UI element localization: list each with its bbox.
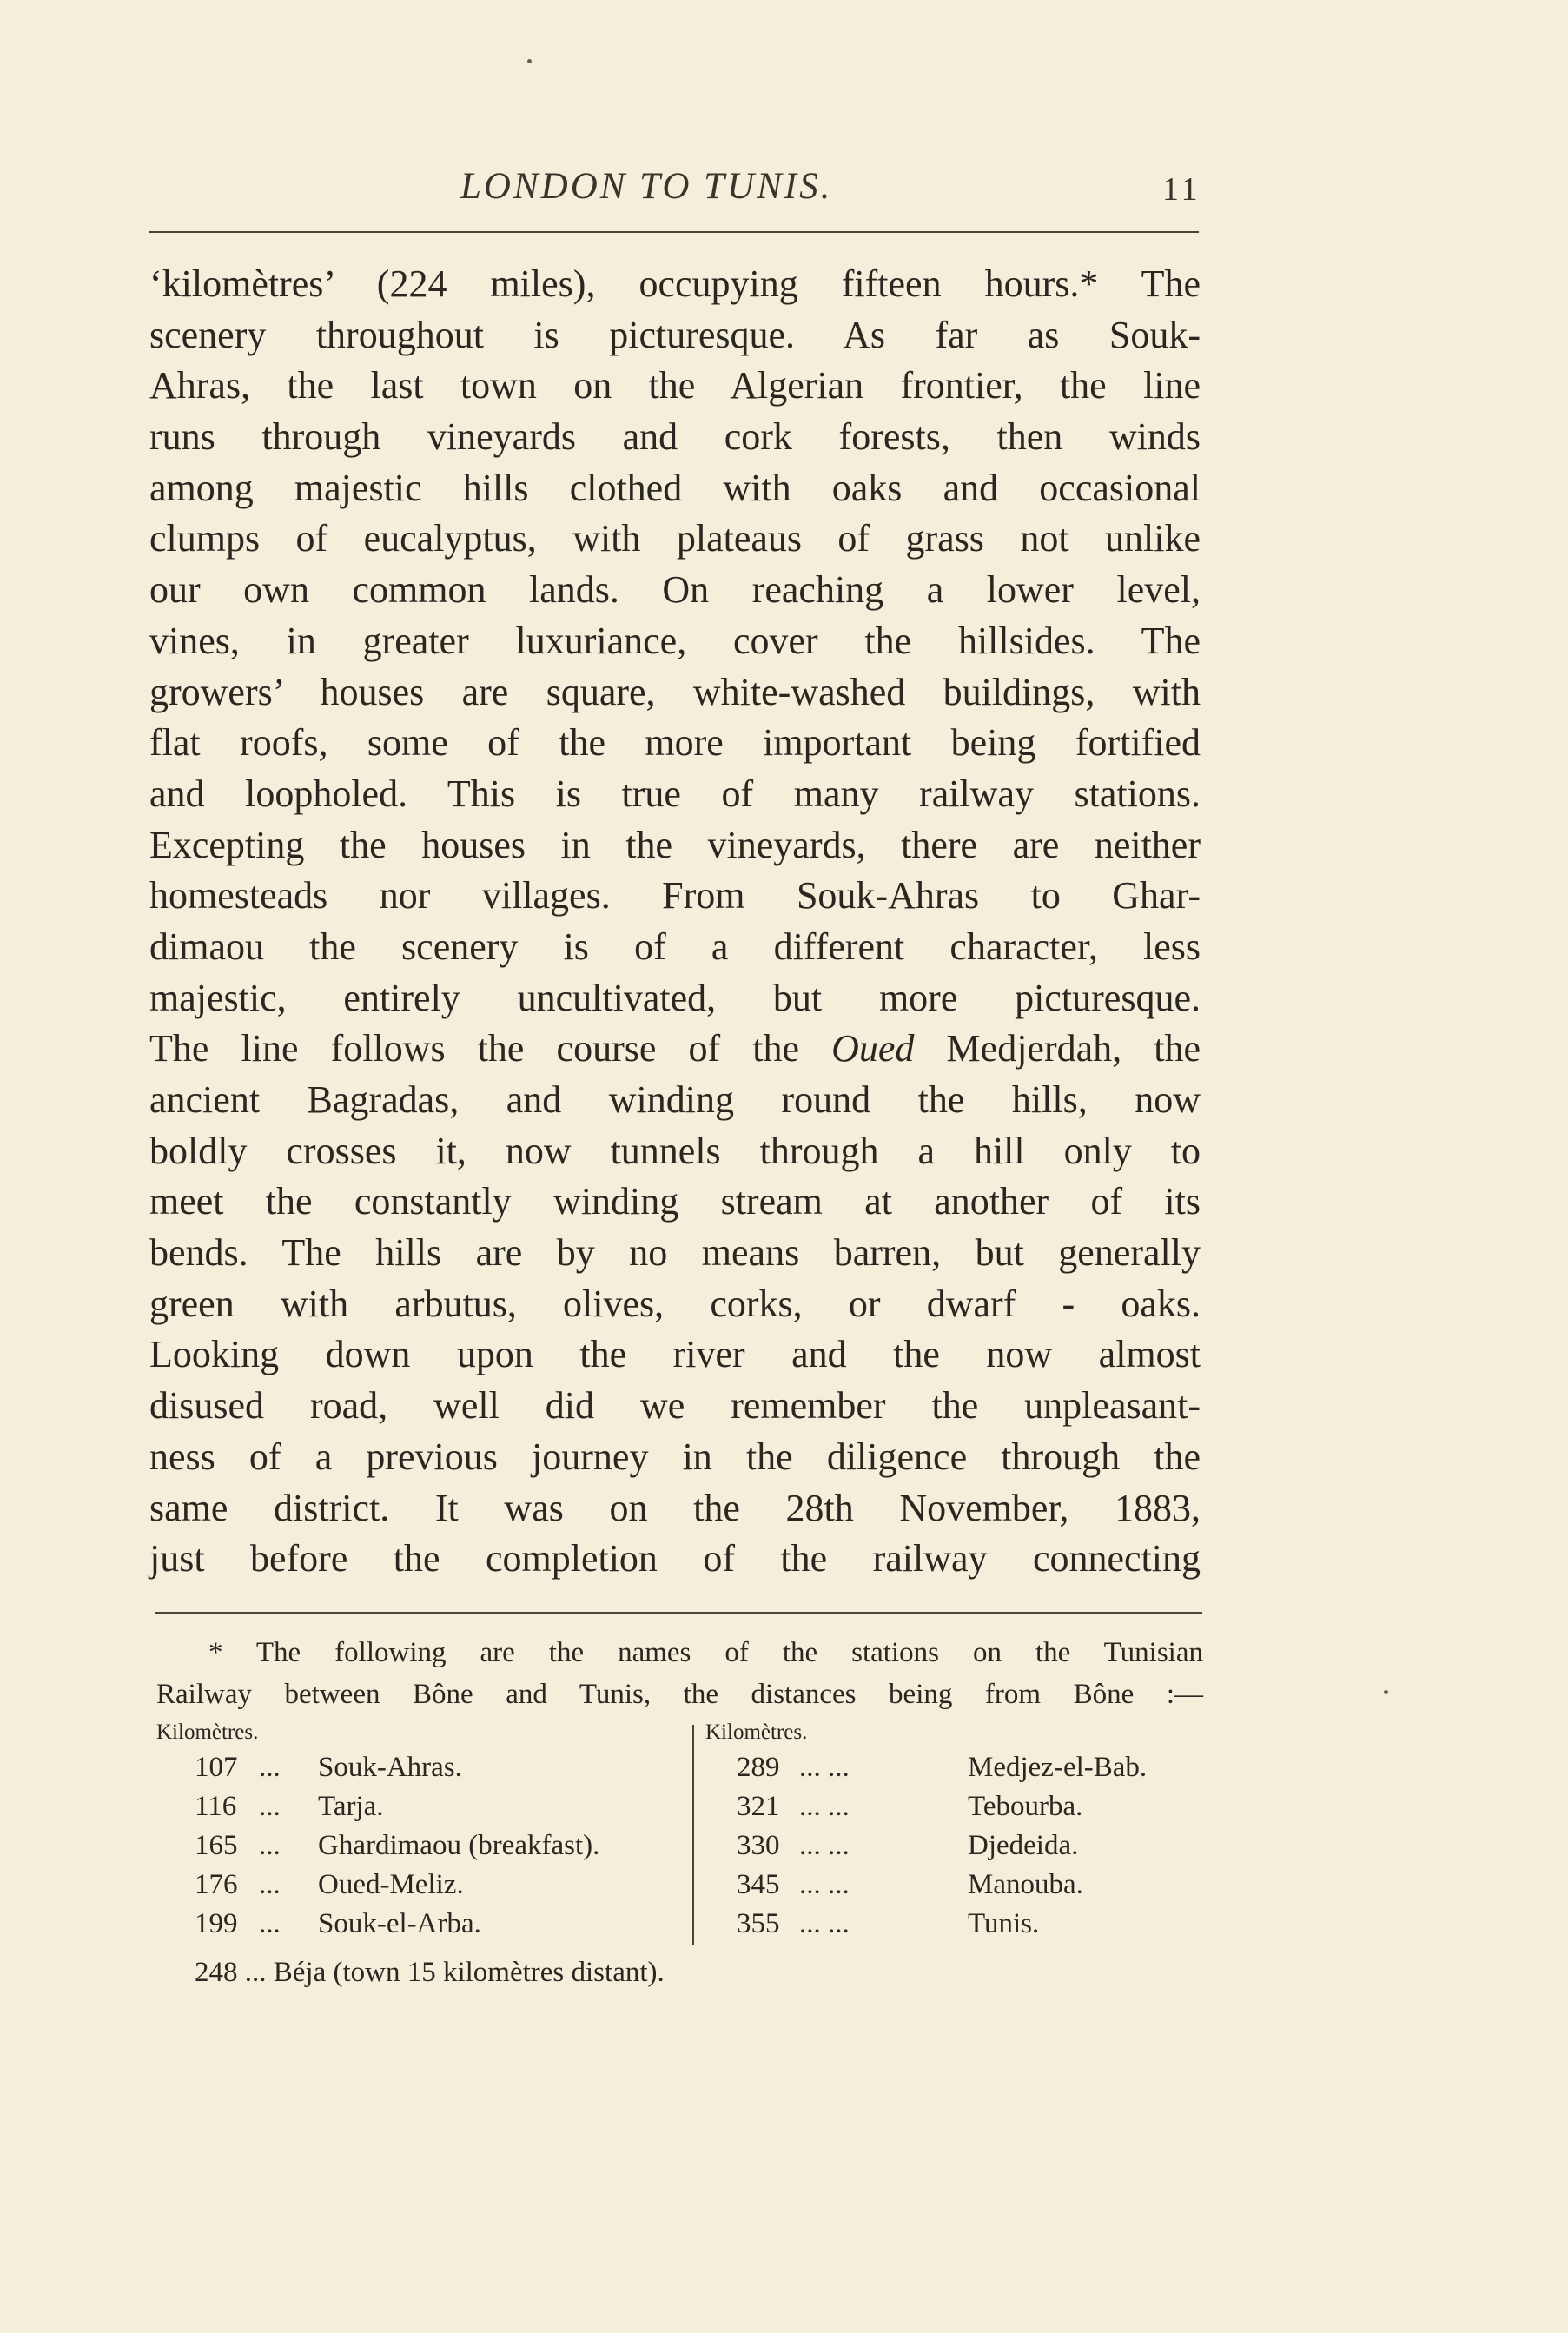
station-name: Manouba. — [968, 1869, 1083, 1900]
station-name: Souk-el-Arba. — [318, 1908, 481, 1939]
station-row — [737, 1748, 1206, 1787]
paper-speck — [1384, 1690, 1388, 1694]
footnote-line: Railway between Bône and Tunis, the distances being from Bône :— — [156, 1679, 1203, 1710]
station-km: 330 — [737, 1830, 780, 1861]
body-line: ness of a previous journey in the diligence through the — [149, 1435, 1201, 1478]
page-number: 11 — [1162, 171, 1201, 208]
italic-word: Oued — [831, 1027, 915, 1070]
body-line: our own common lands. On reaching a lower level, — [149, 568, 1201, 612]
station-km: 345 — [737, 1869, 780, 1900]
leader-dots: ... — [259, 1752, 281, 1783]
body-line: homesteads nor villages. From Souk-Ahras to Ghar- — [149, 874, 1201, 918]
station-name: Souk-Ahras. — [318, 1752, 462, 1783]
footnote-intro — [156, 1632, 1203, 1715]
body-line-with-italic — [149, 1024, 1201, 1075]
body-line: vines, in greater luxuriance, cover the hillsides. The — [149, 619, 1201, 662]
station-row — [195, 1866, 681, 1905]
body-line: boldly crosses it, now tunnels through a hill only to — [149, 1129, 1201, 1172]
leader-dots: ... — [244, 1957, 267, 1988]
station-name: Tunis. — [968, 1908, 1040, 1939]
station-km: 116 — [195, 1791, 237, 1822]
body-line: bends. The hills are by no means barren, but generally — [149, 1231, 1201, 1275]
body-line: same district. It was on the 28th November, 1883, — [149, 1486, 1201, 1529]
station-row — [195, 1748, 681, 1787]
leader-dots: ... ... — [799, 1869, 850, 1900]
column-divider — [692, 1725, 694, 1945]
station-km: 248 — [195, 1957, 238, 1988]
body-line: among majestic hills clothed with oaks and occasional — [149, 466, 1201, 509]
body-line: clumps of eucalyptus, with plateaus of grass not unlike — [149, 517, 1201, 560]
body-line: ‘kilomètres’ (224 miles), occupying fifteen hours.* The — [149, 262, 1201, 305]
leader-dots: ... — [259, 1908, 281, 1939]
station-name: Oued-Meliz. — [318, 1869, 464, 1900]
leader-dots: ... ... — [799, 1908, 850, 1939]
station-row — [195, 1826, 681, 1866]
body-line: ancient Bagradas, and winding round the hills, now — [149, 1078, 1201, 1121]
station-name: Djedeida. — [968, 1830, 1079, 1861]
footnote-rule — [155, 1612, 1202, 1614]
header-rule — [149, 231, 1199, 233]
leader-dots: ... — [259, 1869, 281, 1900]
body-line-part: The line follows the course of the — [149, 1027, 800, 1070]
left-column-header: Kilomètres. — [156, 1720, 259, 1744]
station-km: 165 — [195, 1830, 238, 1861]
station-name: Béja (town 15 kilomètres distant). — [273, 1957, 665, 1988]
body-line: Excepting the houses in the vineyards, there are neither — [149, 823, 1201, 866]
station-name: Medjez-el-Bab. — [968, 1752, 1148, 1783]
station-km: 107 — [195, 1752, 238, 1783]
station-row-beja — [195, 1953, 665, 1992]
body-line: growers’ houses are square, white-washed buildings, with — [149, 670, 1201, 713]
station-name: Tarja. — [318, 1791, 384, 1822]
paper-speck — [527, 59, 532, 63]
body-line: disused road, well did we remember the unpleasant- — [149, 1384, 1201, 1428]
right-column-header: Kilomètres. — [705, 1720, 808, 1744]
station-row — [737, 1787, 1206, 1826]
station-row — [195, 1787, 681, 1826]
leader-dots: ... ... — [799, 1791, 850, 1822]
body-line: dimaou the scenery is of a different character, less — [149, 925, 1201, 968]
body-line: and loopholed. This is true of many railway stations. — [149, 772, 1201, 815]
left-station-table — [195, 1748, 681, 1944]
station-row — [737, 1905, 1206, 1944]
body-line-part: Medjerdah, the — [946, 1027, 1201, 1070]
station-row — [737, 1866, 1206, 1905]
leader-dots: ... — [259, 1791, 281, 1822]
leader-dots: ... — [259, 1830, 281, 1861]
footnote-line: * The following are the names of the stations on the Tunisian — [208, 1637, 1203, 1668]
body-line: Looking down upon the river and the now almost — [149, 1333, 1201, 1376]
station-km: 355 — [737, 1908, 780, 1939]
body-text — [149, 259, 1201, 1585]
body-line: scenery throughout is picturesque. As far as Souk- — [149, 313, 1201, 356]
station-name: Ghardimaou (breakfast). — [318, 1830, 600, 1861]
leader-dots: ... ... — [799, 1752, 850, 1783]
station-row — [195, 1905, 681, 1944]
body-line: flat roofs, some of the more important being fortified — [149, 721, 1201, 765]
body-line: green with arbutus, olives, corks, or dwarf - oaks. — [149, 1282, 1201, 1325]
station-km: 289 — [737, 1752, 780, 1783]
body-line: majestic, entirely uncultivated, but more picturesque. — [149, 976, 1201, 1019]
station-row — [737, 1826, 1206, 1866]
leader-dots: ... ... — [799, 1830, 850, 1861]
station-km: 199 — [195, 1908, 238, 1939]
body-line: runs through vineyards and cork forests, then winds — [149, 415, 1201, 459]
body-line: just before the completion of the railway connecting — [149, 1537, 1201, 1581]
station-km: 176 — [195, 1869, 238, 1900]
right-station-table — [737, 1748, 1206, 1944]
running-head: LONDON TO TUNIS. — [460, 166, 833, 207]
body-line: meet the constantly winding stream at another of its — [149, 1180, 1201, 1223]
station-km: 321 — [737, 1791, 780, 1822]
body-line: Ahras, the last town on the Algerian frontier, the line — [149, 364, 1201, 408]
station-name: Tebourba. — [968, 1791, 1083, 1822]
